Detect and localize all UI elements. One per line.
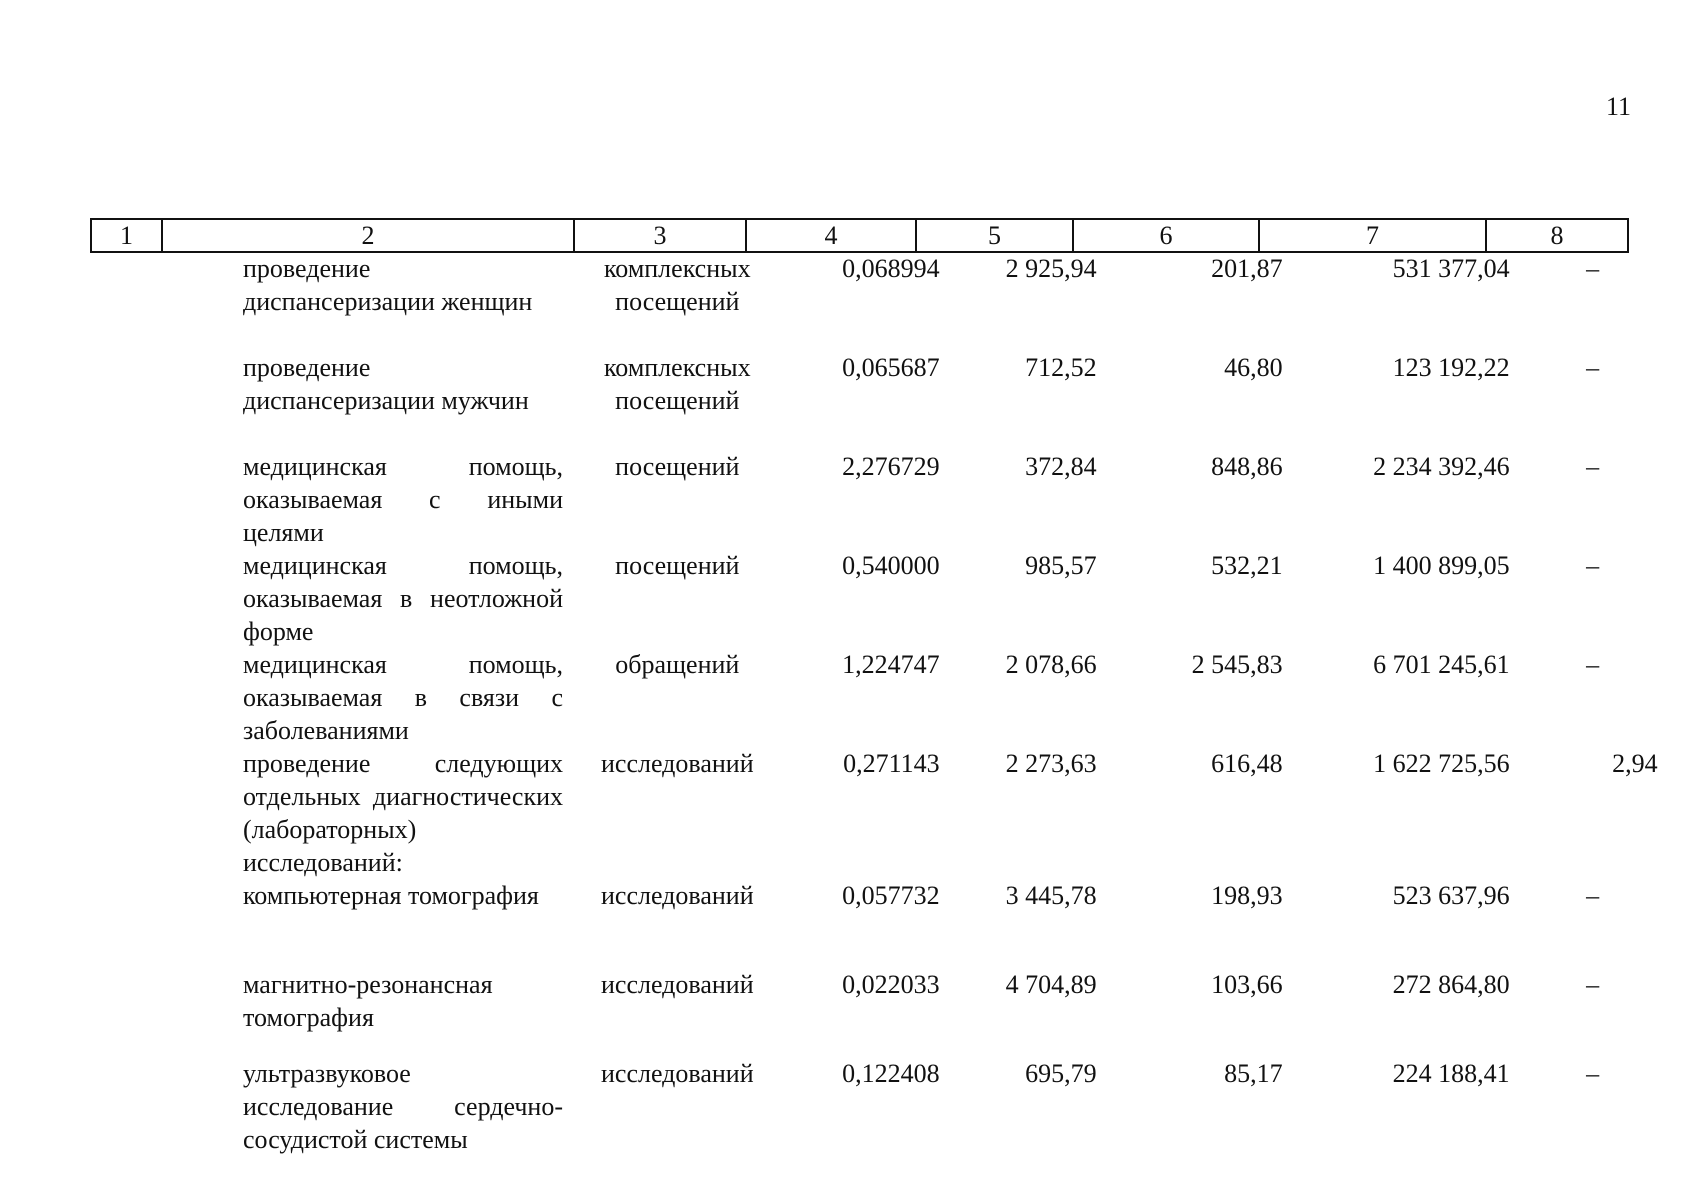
row-unit: исследований (601, 881, 754, 910)
row-value-8: – (1586, 1059, 1600, 1088)
row-value-5: 3 445,78 (1005, 881, 1097, 910)
row-value-4: 0,122408 (842, 1059, 940, 1088)
column-number-header (90, 218, 1629, 253)
table-row (90, 968, 1664, 1057)
row-name: проведение диспансеризации женщин (243, 254, 533, 316)
header-cell-1: 1 (91, 219, 162, 252)
row-value-7: 1 400 899,05 (1373, 551, 1510, 580)
row-name: медицинская помощь, оказываемая в неотложной форме (243, 551, 563, 646)
row-value-8: – (1586, 353, 1600, 382)
row-value-4: 1,224747 (842, 650, 940, 679)
header-cell-5: 5 (916, 219, 1073, 252)
row-unit: обращений (615, 650, 740, 679)
row-value-8: – (1586, 452, 1600, 481)
row-unit: посещений (615, 551, 740, 580)
row-unit: комплексных посещений (604, 254, 751, 316)
row-value-7: 123 192,22 (1392, 353, 1510, 382)
row-name: компьютерная томография (243, 881, 539, 910)
row-value-8: – (1586, 254, 1600, 283)
row-value-6: 198,93 (1211, 881, 1283, 910)
header-cell-2: 2 (162, 219, 574, 252)
row-value-6: 2 545,83 (1191, 650, 1283, 679)
row-value-5: 695,79 (1025, 1059, 1097, 1088)
row-value-4: 0,068994 (842, 254, 940, 283)
row-unit: исследований (601, 749, 754, 778)
row-value-5: 4 704,89 (1005, 970, 1097, 999)
row-value-7: 272 864,80 (1392, 970, 1510, 999)
row-name: медицинская помощь, оказываемая с иными целями (243, 452, 563, 547)
row-value-8: – (1586, 881, 1600, 910)
header-cell-4: 4 (746, 219, 916, 252)
row-value-7: 523 637,96 (1392, 881, 1510, 910)
row-value-6: 85,17 (1224, 1059, 1283, 1088)
row-value-5: 712,52 (1025, 353, 1097, 382)
table-row (90, 1057, 1664, 1156)
row-value-5: 985,57 (1025, 551, 1097, 580)
row-value-6: 616,48 (1211, 749, 1283, 778)
row-value-4: 0,057732 (842, 881, 940, 910)
row-value-5: 2 078,66 (1005, 650, 1097, 679)
table-row (90, 450, 1664, 549)
row-value-4: 0,022033 (842, 970, 940, 999)
row-name: проведение следующих отдельных диагностических (лабораторных) исследований: (243, 749, 563, 877)
row-value-6: 848,86 (1211, 452, 1283, 481)
row-unit: исследований (601, 970, 754, 999)
row-value-6: 532,21 (1211, 551, 1283, 580)
row-value-4: 0,540000 (842, 551, 940, 580)
table-row (90, 879, 1664, 968)
row-value-7: 531 377,04 (1392, 254, 1510, 283)
row-value-5: 2 925,94 (1005, 254, 1097, 283)
data-table (90, 252, 1664, 1156)
row-value-4: 2,276729 (842, 452, 940, 481)
table-row (90, 747, 1664, 879)
row-value-5: 372,84 (1025, 452, 1097, 481)
table-row (90, 351, 1664, 450)
table-row (90, 648, 1664, 747)
page-number: 11 (1606, 92, 1632, 121)
table-row (90, 252, 1664, 351)
row-value-6: 46,80 (1224, 353, 1283, 382)
row-value-4: 0,065687 (842, 353, 940, 382)
row-value-8: – (1586, 551, 1600, 580)
row-value-6: 103,66 (1211, 970, 1283, 999)
row-value-7: 224 188,41 (1392, 1059, 1510, 1088)
row-unit: посещений (615, 452, 740, 481)
row-name: проведение диспансеризации мужчин (243, 353, 529, 415)
row-value-8: 2,94 (1612, 749, 1658, 778)
row-value-4: 0,271143 (843, 749, 940, 778)
row-name: ультразвуковое исследование сердечно-сосудистой системы (243, 1059, 563, 1154)
table-row (90, 549, 1664, 648)
row-value-6: 201,87 (1211, 254, 1283, 283)
header-cell-3: 3 (574, 219, 746, 252)
header-cell-6: 6 (1073, 219, 1259, 252)
row-unit: исследований (601, 1059, 754, 1088)
header-cell-7: 7 (1259, 219, 1486, 252)
row-value-8: – (1586, 650, 1600, 679)
row-value-8: – (1586, 970, 1600, 999)
row-value-7: 6 701 245,61 (1373, 650, 1510, 679)
row-name: медицинская помощь, оказываемая в связи с заболеваниями (243, 650, 563, 745)
row-unit: комплексных посещений (604, 353, 751, 415)
row-value-7: 1 622 725,56 (1373, 749, 1510, 778)
row-value-7: 2 234 392,46 (1373, 452, 1510, 481)
row-name: магнитно-резонансная томография (243, 970, 493, 1032)
header-cell-8: 8 (1486, 219, 1628, 252)
row-value-5: 2 273,63 (1005, 749, 1097, 778)
